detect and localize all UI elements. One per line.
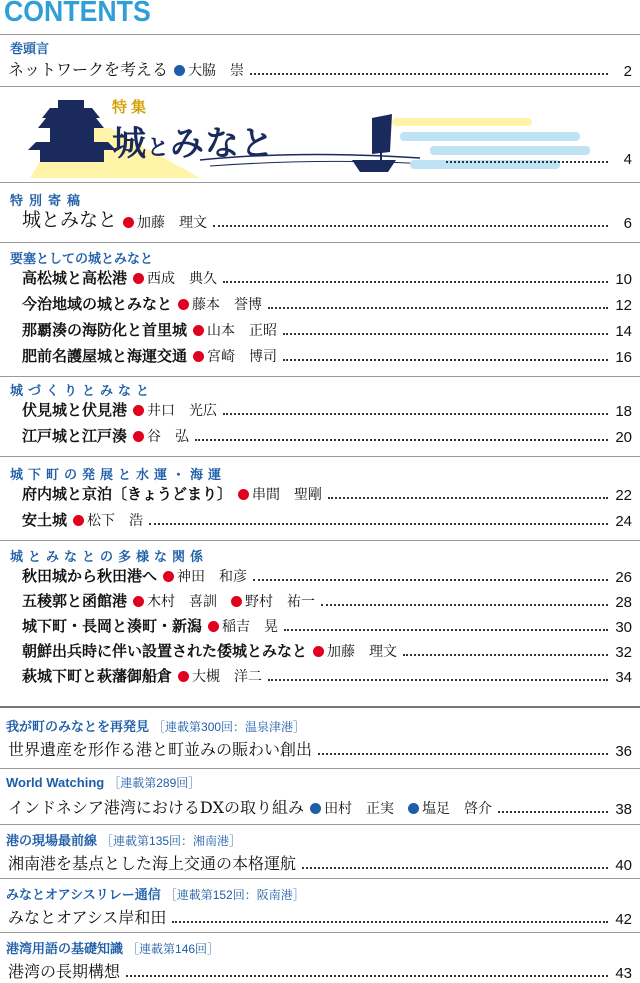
page-number: 22: [615, 487, 632, 504]
toc-entry[interactable]: [22, 424, 632, 446]
toc-entry[interactable]: [22, 614, 632, 636]
bullet-icon: [231, 596, 242, 607]
entry-title: 今治地域の城とみなと: [22, 295, 173, 313]
feature-label: 特集: [112, 98, 151, 116]
page-number: 40: [615, 857, 632, 874]
entry-author: 神田 和彦: [163, 566, 247, 586]
divider: [0, 456, 640, 457]
bullet-icon: [310, 803, 321, 814]
bullet-icon: [193, 351, 204, 362]
entry-title: 五稜郭と函館港: [22, 592, 128, 610]
toc-entry[interactable]: [8, 906, 632, 928]
entry-title: 湘南港を基点とした海上交通の本格運航: [8, 854, 297, 873]
bullet-icon: [313, 646, 324, 657]
page-number: 36: [615, 743, 632, 760]
dot-leader: [172, 920, 608, 923]
page-number: 42: [615, 911, 632, 928]
page-number: 24: [615, 513, 632, 530]
entry-title: みなとオアシス岸和田: [8, 908, 167, 927]
entry-title: 城下町・長岡と湊町・新潟: [22, 617, 203, 635]
dot-leader: [302, 866, 608, 869]
bullet-icon: [408, 803, 419, 814]
page-number: 38: [615, 801, 632, 818]
entry-author: 田村 正実: [310, 798, 394, 818]
divider: [0, 824, 640, 825]
dot-leader: [328, 496, 608, 499]
divider: [0, 242, 640, 243]
dot-leader: [213, 224, 608, 227]
dot-leader: [498, 810, 608, 813]
entry-author: 塩足 啓介: [408, 798, 492, 818]
dot-leader: [283, 358, 608, 361]
entry-author: 谷 弘: [133, 426, 189, 446]
dot-leader: [253, 578, 608, 581]
dot-leader: [268, 306, 608, 309]
bullet-icon: [123, 217, 134, 228]
bullet-icon: [73, 515, 84, 526]
series-heading: 港湾用語の基礎知識 ［連載第146回］: [6, 941, 220, 956]
entry-title: 府内城と京泊〔きょうどまり〕: [22, 485, 233, 503]
dot-leader: [283, 332, 608, 335]
toc-entry[interactable]: [22, 292, 632, 314]
entry-title: 港湾の長期構想: [8, 962, 121, 981]
dot-leader: [268, 678, 608, 681]
bullet-icon: [133, 431, 144, 442]
bullet-icon: [133, 405, 144, 416]
bullet-icon: [178, 671, 189, 682]
series-heading: World Watching ［連載第289回］: [6, 775, 201, 790]
page-number: 28: [615, 594, 632, 611]
entry-title: インドネシア港湾におけるDXの取り組み: [8, 798, 305, 817]
toc-entry[interactable]: [8, 960, 632, 982]
page-number: 26: [615, 569, 632, 586]
divider: [0, 34, 640, 35]
bullet-icon: [208, 621, 219, 632]
entry-author: 稲吉 晃: [208, 616, 278, 636]
page-number: 34: [615, 669, 632, 686]
toc-entry[interactable]: [8, 738, 632, 760]
divider: [0, 768, 640, 769]
entry-author: 大脇 崇: [174, 60, 244, 80]
dot-leader: [318, 752, 608, 755]
divider: [0, 932, 640, 933]
divider: [0, 878, 640, 879]
dot-leader: [446, 160, 608, 163]
page-number: 18: [615, 403, 632, 420]
entry-author: 西成 典久: [133, 268, 217, 288]
section-heading: 城づくりとみなと: [10, 383, 155, 398]
toc-entry[interactable]: [8, 852, 632, 874]
dot-leader: [250, 72, 608, 75]
entry-author: 井口 光広: [133, 400, 217, 420]
dot-leader: [149, 522, 608, 525]
entry-author: 宮崎 博司: [193, 346, 277, 366]
toc-entry-feature[interactable]: [440, 146, 632, 168]
toc-entry-special[interactable]: [22, 210, 632, 232]
entry-author: 串間 聖剛: [238, 484, 322, 504]
page-number: 2: [623, 63, 632, 80]
boat-icon: [352, 114, 396, 172]
dot-leader: [403, 653, 608, 656]
entry-author: 野村 祐一: [231, 591, 315, 611]
toc-entry-preface[interactable]: [8, 58, 632, 80]
bullet-icon: [133, 273, 144, 284]
dot-leader: [195, 438, 608, 441]
page-number: 20: [615, 429, 632, 446]
dot-leader: [321, 603, 608, 606]
page-number: 14: [615, 323, 632, 340]
entry-title: 秋田城から秋田港へ: [22, 567, 158, 585]
toc-entry[interactable]: [22, 664, 632, 686]
bullet-icon: [163, 571, 174, 582]
feature-title: 城とみなと: [112, 124, 276, 164]
section-preface: 巻頭言: [10, 41, 50, 56]
dot-leader: [223, 412, 608, 415]
toc-entry[interactable]: [22, 344, 632, 366]
toc-entry[interactable]: [22, 508, 632, 530]
entry-author: 大槻 洋二: [178, 666, 262, 686]
entry-title: 世界遺産を形作る港と町並みの賑わい創出: [8, 740, 313, 759]
page-number: 6: [623, 215, 632, 232]
entry-title: 安土城: [22, 511, 68, 529]
toc-entry[interactable]: [22, 398, 632, 420]
section-heading: 城とみなとの多様な関係: [10, 549, 209, 564]
entry-title: 高松城と高松港: [22, 269, 128, 287]
entry-author: 木村 喜訓: [133, 591, 217, 611]
toc-entry[interactable]: [22, 639, 632, 661]
page-number: 16: [615, 349, 632, 366]
series-heading: みなとオアシスリレー通信 ［連載第152回：阪南港］: [6, 887, 305, 902]
toc-entry[interactable]: [22, 318, 632, 340]
page-number: 10: [615, 271, 632, 288]
entry-title: ネットワークを考える: [8, 60, 169, 79]
page-title: CONTENTS: [4, 0, 151, 28]
entry-author: 加藤 理文: [313, 641, 397, 661]
section-heading: 城下町の発展と水運・海運: [10, 467, 227, 482]
section-special: 特別寄稿: [10, 193, 87, 208]
bullet-icon: [193, 325, 204, 336]
toc-entry[interactable]: [22, 266, 632, 288]
entry-title: 城とみなと: [22, 209, 118, 231]
toc-entry[interactable]: [22, 589, 632, 611]
bullet-icon: [174, 65, 185, 76]
toc-entry[interactable]: [8, 796, 632, 818]
divider: [0, 706, 640, 708]
toc-entry[interactable]: [22, 482, 632, 504]
dot-leader: [223, 280, 608, 283]
entry-author: 山本 正昭: [193, 320, 277, 340]
bullet-icon: [178, 299, 189, 310]
page-number: 30: [615, 619, 632, 636]
toc-entry[interactable]: [22, 564, 632, 586]
bullet-icon: [238, 489, 249, 500]
entry-title: 萩城下町と萩藩御船倉: [22, 667, 173, 685]
divider: [0, 376, 640, 377]
entry-title: 肥前名護屋城と海運交通: [22, 347, 188, 365]
entry-author: 藤本 誉博: [178, 294, 262, 314]
bullet-icon: [133, 596, 144, 607]
divider: [0, 540, 640, 541]
entry-title: 伏見城と伏見港: [22, 401, 128, 419]
page-number: 43: [615, 965, 632, 982]
entry-title: 朝鮮出兵時に伴い設置された倭城とみなと: [22, 642, 308, 660]
entry-title: 江戸城と江戸湊: [22, 427, 128, 445]
entry-author: 加藤 理文: [123, 212, 207, 232]
divider: [0, 182, 640, 183]
cloud-stripe: [400, 132, 580, 141]
dot-leader: [284, 628, 608, 631]
page-number: 32: [615, 644, 632, 661]
page-number: 4: [623, 151, 632, 168]
page-number: 12: [615, 297, 632, 314]
series-heading: 我が町のみなとを再発見 ［連載第300回：温泉津港］: [6, 719, 306, 734]
section-heading: 要塞としての城とみなと: [10, 251, 154, 266]
series-heading: 港の現場最前線 ［連載第135回：湘南港］: [6, 833, 242, 848]
entry-title: 那覇湊の海防化と首里城: [22, 321, 188, 339]
divider: [0, 86, 640, 87]
light-stripe: [392, 118, 532, 126]
dot-leader: [126, 974, 608, 977]
entry-author: 松下 浩: [73, 510, 143, 530]
